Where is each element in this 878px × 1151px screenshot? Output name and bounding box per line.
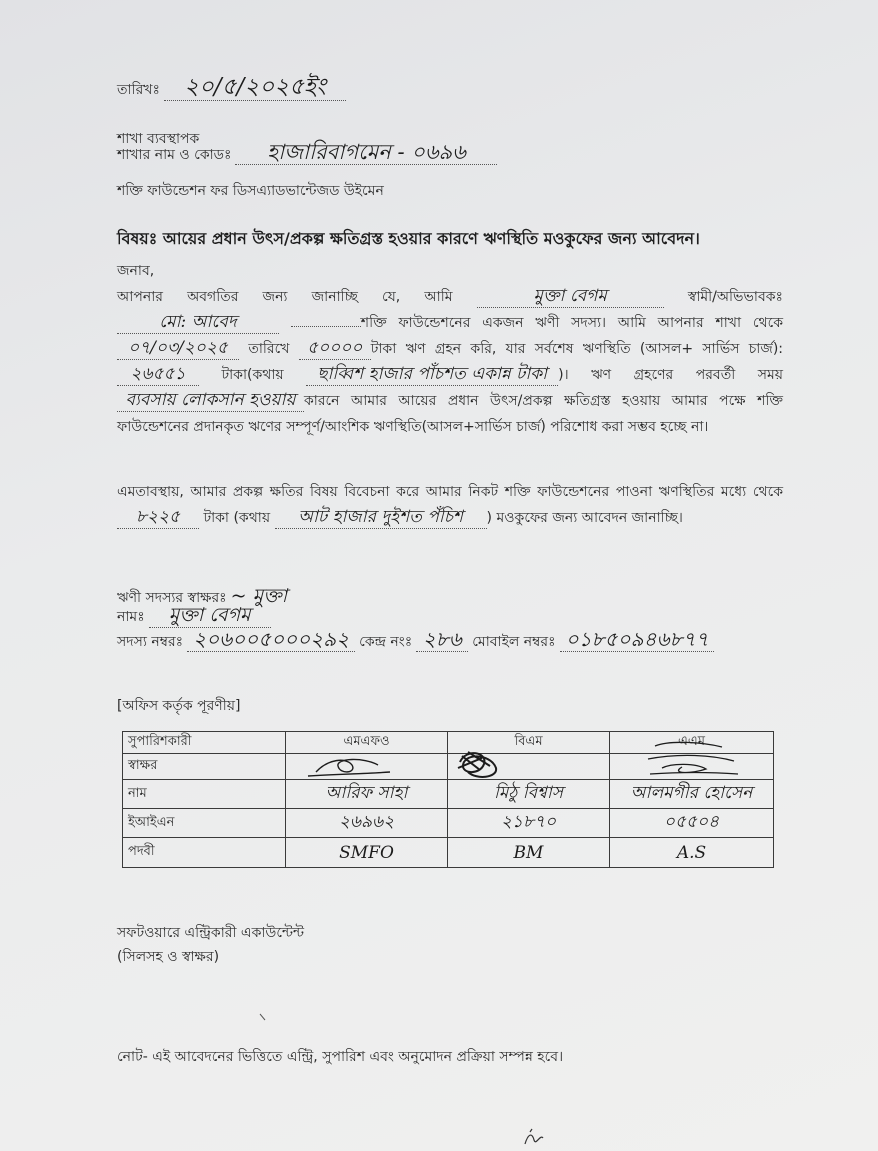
applicant-member-row [117, 628, 857, 654]
subject-line: বিষয়ঃ আয়ের প্রধান উৎস/প্রকল্প ক্ষতিগ্রস্ত হওয়ার কারণে ঋণস্থিতি মওকুফের জন্য আবেদন। [117, 229, 700, 248]
designation-row-label: পদবী [123, 838, 286, 868]
date-suffix: তারিখে [248, 341, 290, 357]
applicant-name-label: নামঃ [117, 609, 145, 625]
bm-designation: BM [448, 838, 610, 868]
balance-words-field: ছাব্বিশ হাজার পাঁচশত একান্ন টাকা [306, 365, 558, 386]
balance-words-label: টাকা(কথায় [221, 367, 284, 383]
applicant-signature: ~ মুক্তা [230, 585, 288, 607]
mfo-designation: SMFO [286, 838, 448, 868]
name-row-label: নাম [123, 780, 286, 809]
guardian-name-field: মো: আবেদ [117, 313, 279, 334]
bm-ein: ২১৮৭০ [448, 809, 610, 838]
salutation: জনাব, [117, 263, 155, 279]
ein-row-label: ইআইএন [123, 809, 286, 838]
waiver-words-label: টাকা (কথায় [203, 510, 271, 526]
p1-intro: আপনার অবগতির জন্য জানাচ্ছি যে, আমি [117, 289, 453, 305]
bm-signature-cell [448, 754, 610, 780]
header-bm: বিএম [448, 732, 610, 754]
name-row [123, 780, 774, 809]
loan-amount-field: ৫০০০০ [299, 339, 371, 360]
mfo-name: আরিফ সাহা [286, 780, 448, 809]
signature-row [123, 754, 774, 780]
am-signature [610, 754, 774, 779]
designation-row [123, 838, 774, 868]
signature-row-label: স্বাক্ষর [123, 754, 286, 780]
body-paragraph-1 [117, 284, 783, 440]
p1-rest: কারনে আমার আয়ের প্রধান উৎস/প্রকল্প ক্ষতিগ্রস্ত হওয়ায় আমার পক্ষে শক্তি ফাউন্ডেশনের প্রদানকৃত ঋণের সম্পূর্ণ/আংশিক ঋণস্থিতি(আসল+সার্ভিস চার্জ) পরিশোধ করা সম্ভব হচ্ছে না। [117, 393, 783, 435]
date-label: তারিখঃ [117, 82, 160, 98]
member-number-label: সদস্য নম্বরঃ [117, 634, 184, 650]
mfo-signature-cell [286, 754, 448, 780]
am-signature-cell [610, 754, 774, 780]
p2-rest: ) মওকুফের জন্য আবেদন জানাচ্ছি। [486, 510, 683, 526]
accountant-label: সফটওয়ারে এন্ট্রিকারী একাউন্টেন্ট [117, 925, 304, 941]
member-number: ২০৬০০৫০০০২৯২ [187, 628, 355, 652]
waiver-amount-field: ৮২২৫ [117, 508, 199, 529]
am-name: আলমগীর হোসেন [610, 780, 774, 809]
header-mfo: এমএফও [286, 732, 448, 754]
guardian-label: স্বামী/অভিভাবকঃ [687, 289, 784, 305]
mobile-number-label: মোবাইল নম্বরঃ [472, 634, 556, 650]
bm-name: মিঠু বিশ্বাস [448, 780, 610, 809]
organization-name: শক্তি ফাউন্ডেশন ফর ডিসএ্যাডভান্টেজড উইমেন [117, 183, 384, 199]
ink-tick-icon [258, 1012, 268, 1022]
ein-row [123, 809, 774, 838]
bm-signature [448, 754, 610, 779]
recommendation-table [122, 731, 774, 868]
footer-note: নোট- এই আবেদনের ভিত্তিতে এন্ট্রি, সুপারিশ এবং অনুমোদন প্রক্রিয়া সম্পন্ন হবে। [117, 1049, 564, 1065]
seal-note: (সিলসহ ও স্বাক্ষর) [117, 949, 220, 965]
branch-value: হাজারিবাগমেন - ০৬৯৬ [235, 140, 497, 165]
member-name-field: মুক্তা বেগম [477, 287, 664, 308]
reason-field: ব্যবসায় লোকসান হওয়ায় [117, 391, 304, 412]
am-ein: ০৫৫০৪ [610, 809, 774, 838]
addressee: শাখা ব্যবস্থাপক [117, 131, 200, 147]
center-number: ২৮৬ [416, 628, 468, 652]
center-number-label: কেন্দ্র নংঃ [359, 634, 413, 650]
mfo-signature [286, 754, 448, 779]
header-recommender: সুপারিশকারী [123, 732, 286, 754]
loan-date-field: ০৭/০৩/২০২৫ [117, 339, 239, 360]
applicant-signature-label: ঋণী সদস্যর স্বাক্ষরঃ [117, 590, 227, 606]
after-words-text: )। ঋণ গ্রহণের পরবর্তী সময় [558, 367, 783, 383]
branch-label: শাখার নাম ও কোডঃ [117, 147, 232, 163]
loan-text: টাকা ঋণ গ্রহন করি, যার সর্বশেষ ঋণস্থিতি (আসল+ সার্ভিস চার্জ): [370, 341, 784, 357]
header-am: এএম [610, 732, 774, 754]
office-use-label: [অফিস কর্তৃক পূরণীয়] [117, 698, 241, 714]
mfo-ein: ২৬৯৬২ [286, 809, 448, 838]
waiver-words-field: আট হাজার দুইশত পঁচিশ [275, 508, 487, 529]
am-designation: A.S [610, 838, 774, 868]
guardian-field-continuation [291, 314, 361, 327]
applicant-name: মুক্তা বেগম [149, 605, 271, 628]
date-value: ২০/৫/২০২৫ইং [164, 74, 346, 101]
body-paragraph-2 [117, 479, 783, 531]
ink-scribble-icon [522, 1128, 546, 1148]
date-row [117, 74, 346, 102]
balance-field: ২৬৫৫১ [117, 365, 199, 386]
membership-text: শক্তি ফাউন্ডেশনের একজন ঋণী সদস্য। আমি আপনার শাখা থেকে [360, 315, 783, 331]
p2-intro: এমতাবস্থায়, আমার প্রকল্প ক্ষতির বিষয় বিবেচনা করে আমার নিকট শক্তি ফাউন্ডেশনের পাওনা ঋণস্থিতির মধ্যে থেকে [117, 484, 783, 500]
applicant-name-row [117, 605, 271, 629]
branch-row [117, 140, 497, 167]
mobile-number: ০১৮৫০৯৪৬৮৭৭ [560, 628, 715, 652]
